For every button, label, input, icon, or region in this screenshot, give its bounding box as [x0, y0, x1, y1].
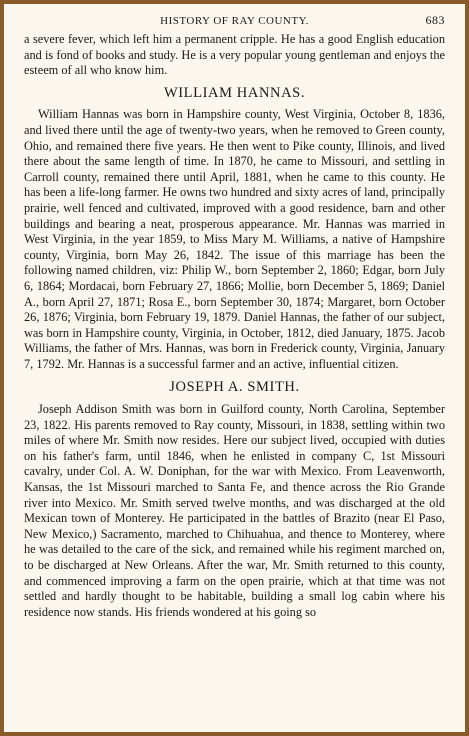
- intro-paragraph: a severe fever, which left him a permanent cripple. He has a good English education and is fond of books and study. He is a very popular young gentleman and enjoys the esteem of all who know him.: [24, 32, 445, 78]
- section-heading-william-hannas: WILLIAM HANNAS.: [163, 84, 306, 101]
- section-body-william-hannas: William Hannas was born in Hampshire county, West Virginia, October 8, 1836, and lived there until the age of twenty-two years, when he removed to Green county, Ohio, and remained there five years. He then went to Pike county, Illinois, and lived there about the same length of time. In 1870, he came to Missouri, and settling in Carroll county, remained there until April, 1881, when he came to this county. He has been a life-long farmer. He owns two hundred and sixty acres of land, principally prairie, well fenced and cultivated, improved with a good residence, barn and other buildings and bearing a neat, prosperous appearance. Mr. Hannas was married in West Virginia, in the year 1859, to Miss Mary M. Williams, a native of Hampshire county, Virginia, born May 26, 1842. The issue of this marriage has been the following named children, viz: Philip W., born September 2, 1860; Edgar, born July 6, 1864; Mordacai, born February 27, 1866; Mollie, born December 5, 1869; Daniel A., born April 27, 1871; Rosa E., born September 30, 1874; Margaret, born October 26, 1876; Virginia, born February 19, 1879. Daniel Hannas, the father of our subject, was born in Hampshire county, Virginia, in October, 1812, died January, 1875. Jacob Williams, the father of Mrs. Hannas, was born in Frederick county, Virginia, January 7, 1792. Mr. Hannas is a successful farmer and an active, influential citizen.: [24, 107, 445, 371]
- section-body-joseph-smith: Joseph Addison Smith was born in Guilford county, North Carolina, September 23, 1822. His parents removed to Ray county, Missouri, in 1838, settling within two miles of where Mr. Smith now resides. Here our subject lived, occupied with duties on his father's farm, until 1846, when he enlisted in company C, 1st Missouri cavalry, under Col. A. W. Doniphan, for the war with Mexico. From Leavenworth, Kansas, the 1st Missouri marched to Santa Fe, and thence across the Rio Grande river into Mexico. Mr. Smith served twelve months, and was discharged at the old Mexican town of Monterey. He participated in the battles of Brazito (near El Paso, New Mexico,) Sacramento, marched to Chihuahua, and thence to Monterey, where he was detailed to the care of the sick, and remained while his regiment marched on, to be discharged at New Orleans. After the war, Mr. Smith returned to this county, and commenced improving a farm on the open prairie, which at that time was not settled and hardly thought to be habitable, building a small log cabin where his residence now stands. His friends wondered at his going so: [24, 402, 445, 619]
- section-heading-joseph-smith: JOSEPH A. SMITH.: [169, 379, 300, 396]
- running-title: HISTORY OF RAY COUNTY.: [160, 15, 309, 27]
- running-header: [24, 14, 445, 32]
- page-number: 683: [425, 13, 445, 27]
- book-page: [24, 14, 445, 620]
